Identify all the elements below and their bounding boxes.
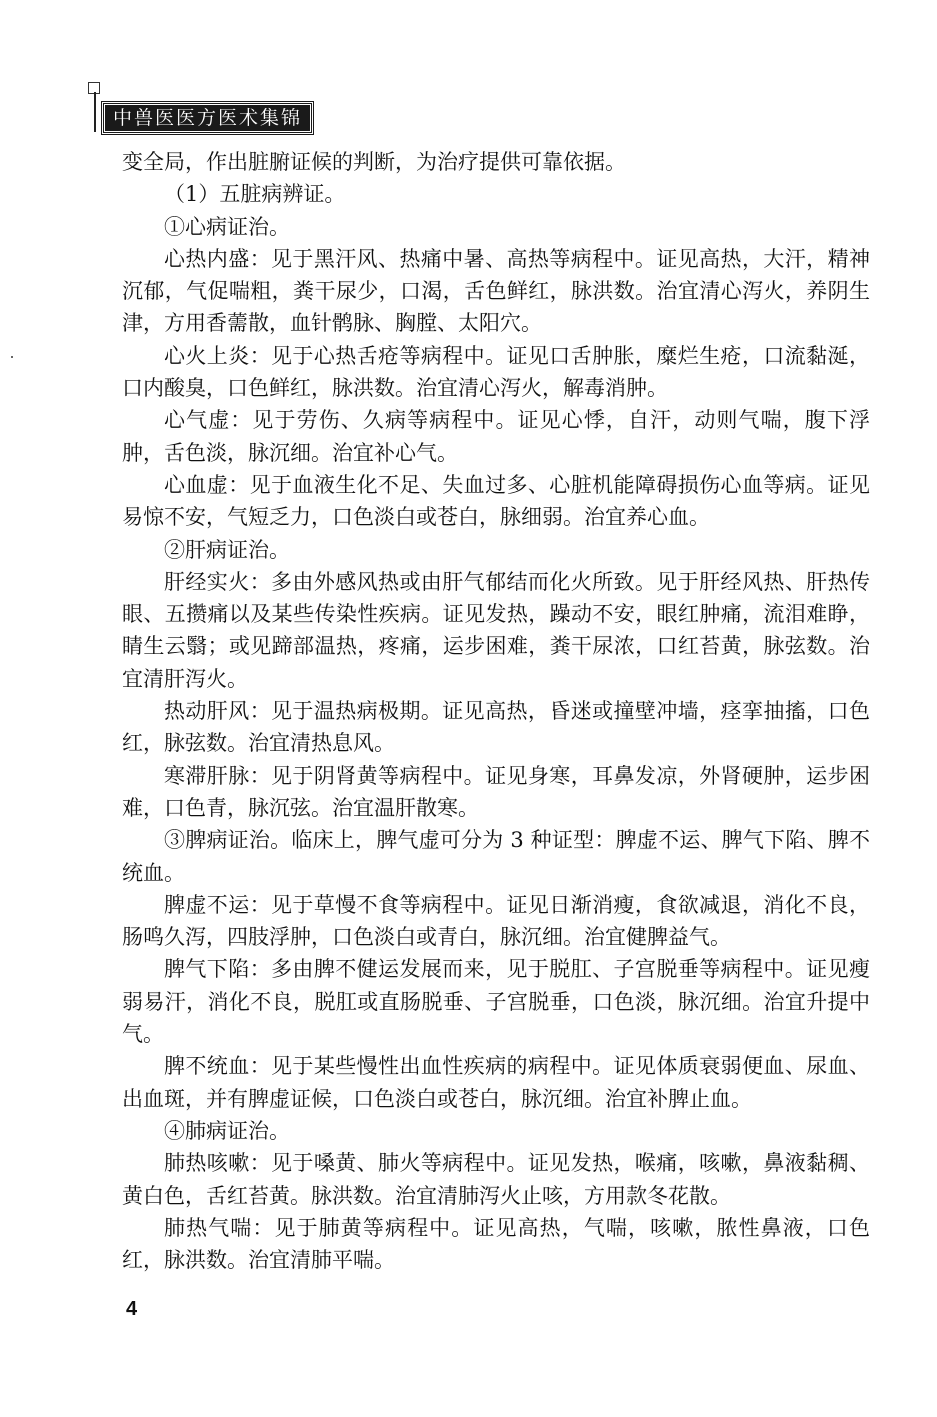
subheading-liver: ②肝病证治。: [164, 537, 290, 562]
paragraph-heart-qi-deficiency: 心气虚：见于劳伤、久病等病程中。证见心悸，自汗，动则气喘，腹下浮肿，舌色淡，脉沉细。治宜补心气。: [122, 408, 870, 465]
section-heading-five-organs: （1）五脏病辨证。: [164, 182, 346, 207]
subheading-heart: ①心病证治。: [164, 214, 290, 239]
book-title: 中兽医医方医术集锦: [102, 102, 313, 134]
paragraph-spleen-transport: 脾虚不运：见于草慢不食等病程中。证见日渐消瘦，食欲减退，消化不良，肠鸣久泻，四肢浮肿，口色淡白或青白，脉沉细。治宜健脾益气。: [122, 892, 870, 950]
paragraph-liver-wind: 热动肝风：见于温热病极期。证见高热，昏迷或撞壁冲墙，痉挛抽搐，口色红，脉弦数。治宜清热息风。: [122, 699, 870, 756]
paragraph-lung-cough: 肺热咳嗽：见于嗓黄、肺火等病程中。证见发热，喉痛，咳嗽，鼻液黏稠、黄白色，舌红苔黄。脉洪数。治宜清肺泻火止咳，方用款冬花散。: [122, 1151, 870, 1208]
paragraph-spleen-sinking: 脾气下陷：多由脾不健运发展而来，见于脱肛、子宫脱垂等病程中。证见瘦弱易汗，消化不良，脱肛或直肠脱垂、子宫脱垂，口色淡，脉沉细。治宜升提中气。: [122, 957, 870, 1047]
paragraph-liver-cold: 寒滞肝脉：见于阴肾黄等病程中。证见身寒，耳鼻发凉，外肾硬肿，运步困难，口色青，脉沉弦。治宜温肝散寒。: [122, 763, 870, 820]
page-number: 4: [126, 1298, 138, 1320]
paragraph-heart-fire: 心火上炎：见于心热舌疮等病程中。证见口舌肿胀，糜烂生疮，口流黏涎，口内酸臭，口色鲜红，脉洪数。治宜清心泻火，解毒消肿。: [122, 343, 870, 401]
running-header: [88, 78, 328, 134]
paragraph-heart-blood-deficiency: 心血虚：见于血液生化不足、失血过多、心脏机能障碍损伤心血等病。证见易惊不安，气短乏力，口色淡白或苍白，脉细弱。治宜养心血。: [122, 472, 870, 530]
paragraph-lung-asthma: 肺热气喘：见于肺黄等病程中。证见高热，气喘，咳嗽，脓性鼻液，口色红，脉洪数。治宜清肺平喘。: [122, 1215, 870, 1273]
scan-speck: [11, 356, 13, 358]
page-body: [122, 146, 870, 1276]
subheading-lung: ④肺病证治。: [164, 1118, 290, 1143]
paragraph-liver-excess-fire: 肝经实火：多由外感风热或由肝气郁结而化火所致。见于肝经风热、肝热传眼、五攒痛以及某些传染性疾病。证见发热，躁动不安，眼红肿痛，流泪难睁，睛生云翳；或见蹄部温热，疼痛，运步困难，粪干尿浓，口红苔黄，脉弦数。治宜清肝泻火。: [122, 569, 870, 691]
subheading-spleen: ③脾病证治。临床上，脾气虚可分为 3 种证型：脾虚不运、脾气下陷、脾不统血。: [122, 828, 870, 885]
paragraph-continuation: 变全局，作出脏腑证候的判断，为治疗提供可靠依据。: [122, 150, 626, 174]
header-rule-ornament: [94, 92, 96, 132]
paragraph-heart-heat: 心热内盛：见于黑汗风、热痛中暑、高热等病程中。证见高热，大汗，精神沉郁，气促喘粗，粪干尿少，口渴，舌色鲜红，脉洪数。治宜清心泻火，养阴生津，方用香薷散，血针鹘脉、胸膛、太阳穴。: [122, 246, 870, 336]
paragraph-spleen-blood: 脾不统血：见于某些慢性出血性疾病的病程中。证见体质衰弱便血、尿血、出血斑，并有脾虚证候，口色淡白或苍白，脉沉细。治宜补脾止血。: [122, 1054, 870, 1111]
